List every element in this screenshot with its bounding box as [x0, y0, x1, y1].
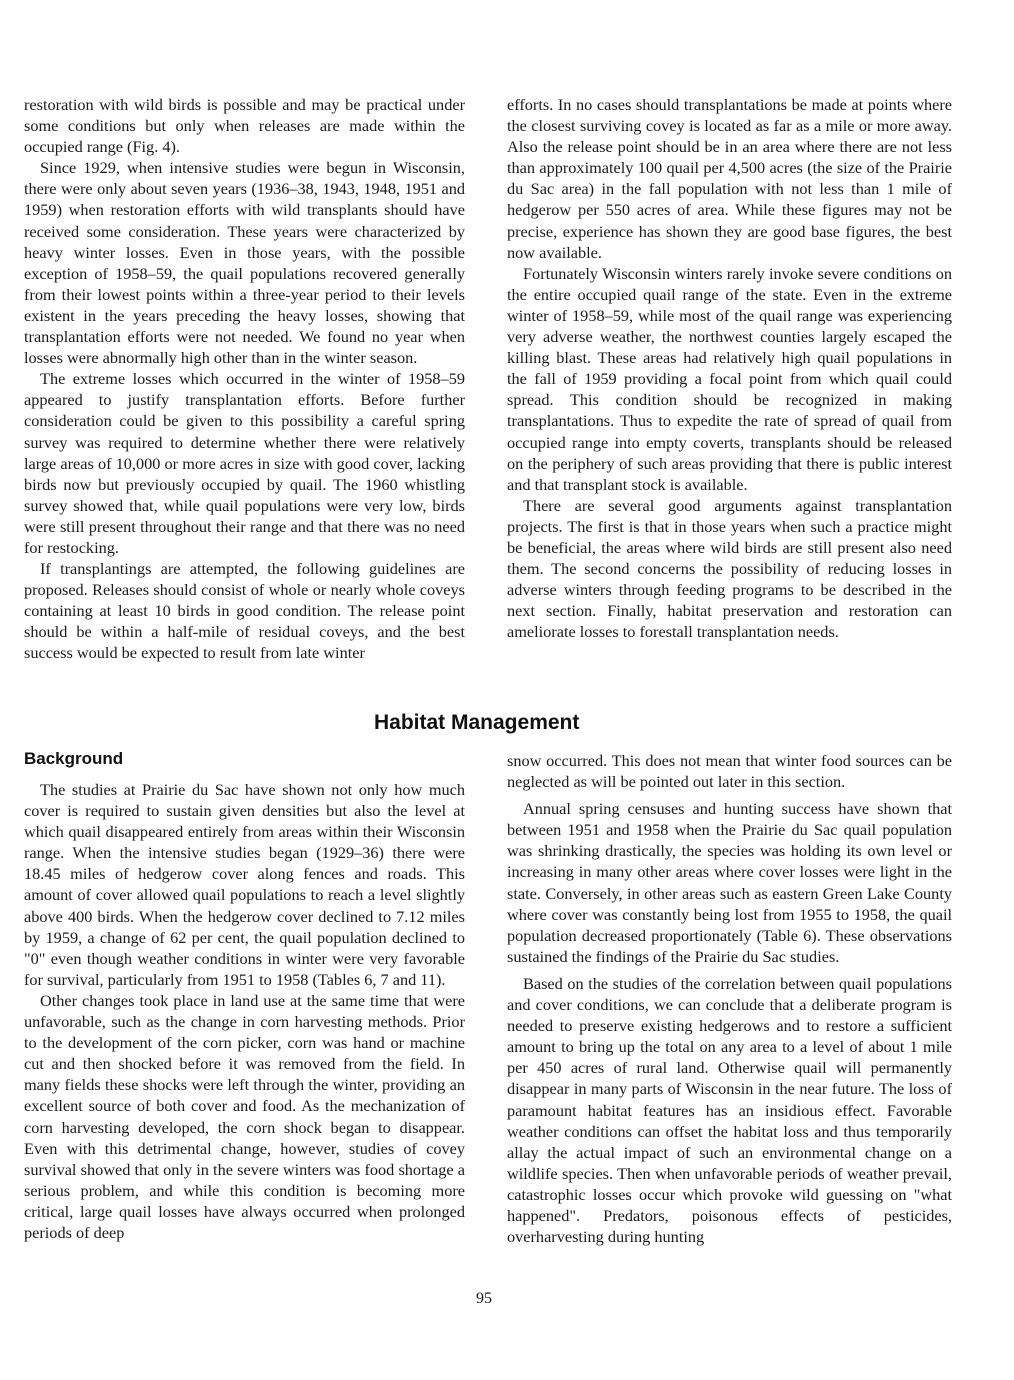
- paragraph: There are several good arguments against transplantation projects. The first is that in those years when such a practice might be beneficial, the areas where wild birds are still present also need them. The second concerns the possibility of reducing losses in adverse winters through feeding programs to be described in the next section. Finally, habitat preservation and restoration can ameliorate losses to forestall transplantation needs.: [507, 495, 952, 642]
- paragraph: The extreme losses which occurred in the winter of 1958–59 appeared to justify transplantation efforts. Before further consideration could be given to this possibility a careful spring survey was required to determine whether there were relatively large areas of 10,000 or more acres in size with good cover, lacking birds now but previously occupied by quail. The 1960 whistling survey showed that, while quail populations were very low, birds were still present throughout their range and that there was no need for restocking.: [24, 369, 465, 557]
- subsection-title: Background: [24, 749, 124, 768]
- paragraph: Fortunately Wisconsin winters rarely invoke severe conditions on the entire occupied quail range of the state. Even in the extreme winter of 1958–59, while most of the quail range was experiencing very adverse weather, the northwest counties largely escaped the killing blast. These areas had relatively high quail populations in the fall of 1959 providing a focal point from which quail could spread. This condition should be recognized in making transplantations. Thus to expedite the rate of spread of quail from occupied range into empty coverts, transplants should be released on the periphery of such areas providing that there is public interest and that transplant stock is available.: [507, 263, 952, 494]
- right-column-bottom: [507, 750, 952, 1247]
- right-column-top: [507, 94, 952, 642]
- paragraph: restoration with wild birds is possible and may be practical under some conditions but only when releases are made within the occupied range (Fig. 4).: [24, 95, 465, 157]
- paragraph: snow occurred. This does not mean that winter food sources can be neglected as will be pointed out later in this section.: [507, 751, 952, 792]
- page-number: 95: [476, 1290, 492, 1307]
- section-title: Habitat Management: [374, 711, 580, 734]
- paragraph: Other changes took place in land use at the same time that were unfavorable, such as the change in corn harvesting methods. Prior to the development of the corn picker, corn was hand or machine cut and then shocked before it was removed from the field. In many fields these shocks were left through the winter, providing an excellent source of both cover and food. As the mechanization of corn harvesting developed, the corn shock began to disappear. Even with this detrimental change, however, studies of covey survival showed that only in the severe winters was food shortage a serious problem, and while this condition is becoming more critical, large quail losses have always occurred when prolonged periods of deep: [24, 990, 465, 1242]
- paragraph: The studies at Prairie du Sac have shown not only how much cover is required to sustain given densities but also the level at which quail disappeared entirely from areas within their Wisconsin range. When the intensive studies began (1929–36) there were 18.45 miles of hedgerow cover along fences and roads. This amount of cover allowed quail populations to reach a level slightly above 400 birds. When the hedgerow cover declined to 7.12 miles by 1959, a change of 62 per cent, the quail population declined to "0" even though weather conditions in winter were very favorable for survival, particularly from 1951 to 1958 (Tables 6, 7 and 11).: [24, 780, 465, 989]
- left-column-top: [24, 94, 465, 664]
- paragraph: Based on the studies of the correlation between quail populations and cover conditions, we can conclude that a deliberate program is needed to preserve existing hedgerows and to restore a sufficient amount to bring up the total on any area to a level of about 1 mile per 450 acres of rural land. Otherwise quail will permanently disappear in many parts of Wisconsin in the near future. The loss of paramount habitat features has an insidious effect. Favorable weather conditions can offset the habitat loss and thus temporarily allay the actual impact of such an environmental change on a wildlife species. Then when unfavorable periods of weather prevail, catastrophic losses occur which provoke wild guessing on "what happened". Predators, poisonous effects of pesticides, overharvesting during hunting: [507, 973, 952, 1247]
- paragraph: Annual spring censuses and hunting success have shown that between 1951 and 1958 when the Prairie du Sac quail population was shrinking drastically, the species was holding its own level or increasing in many other areas where cover losses were light in the state. Conversely, in other areas such as eastern Green Lake County where cover was constantly being lost from 1955 to 1958, the quail population decreased proportionately (Table 6). These observations sustained the findings of the Prairie du Sac studies.: [507, 799, 952, 966]
- paragraph: Since 1929, when intensive studies were begun in Wisconsin, there were only about seven years (1936–38, 1943, 1948, 1951 and 1959) when restoration efforts with wild transplants should have received some consideration. These years were characterized by heavy winter losses. Even in those years, with the possible exception of 1958–59, the quail populations recovered generally from their lowest points within a three-year period to their levels existent in the years preceding the heavy losses, showing that transplantation efforts were not needed. We found no year when losses were abnormally high other than in the winter season.: [24, 158, 465, 368]
- left-column-bottom: [24, 779, 465, 1243]
- paragraph: If transplantings are attempted, the following guidelines are proposed. Releases should consist of whole or nearly whole coveys containing at least 10 birds in good condition. The release point should be within a half-mile of residual coveys, and the best success would be expected to result from late winter: [24, 559, 465, 663]
- paragraph: efforts. In no cases should transplantations be made at points where the closest surviving covey is located as far as a mile or more away. Also the release point should be in an area where there are not less than approximately 100 quail per 4,500 acres (the size of the Prairie du Sac area) in the fall population with not less than 1 mile of hedgerow per 550 acres of area. While these figures may not be precise, experience has shown they are good base figures, the best now available.: [507, 95, 952, 262]
